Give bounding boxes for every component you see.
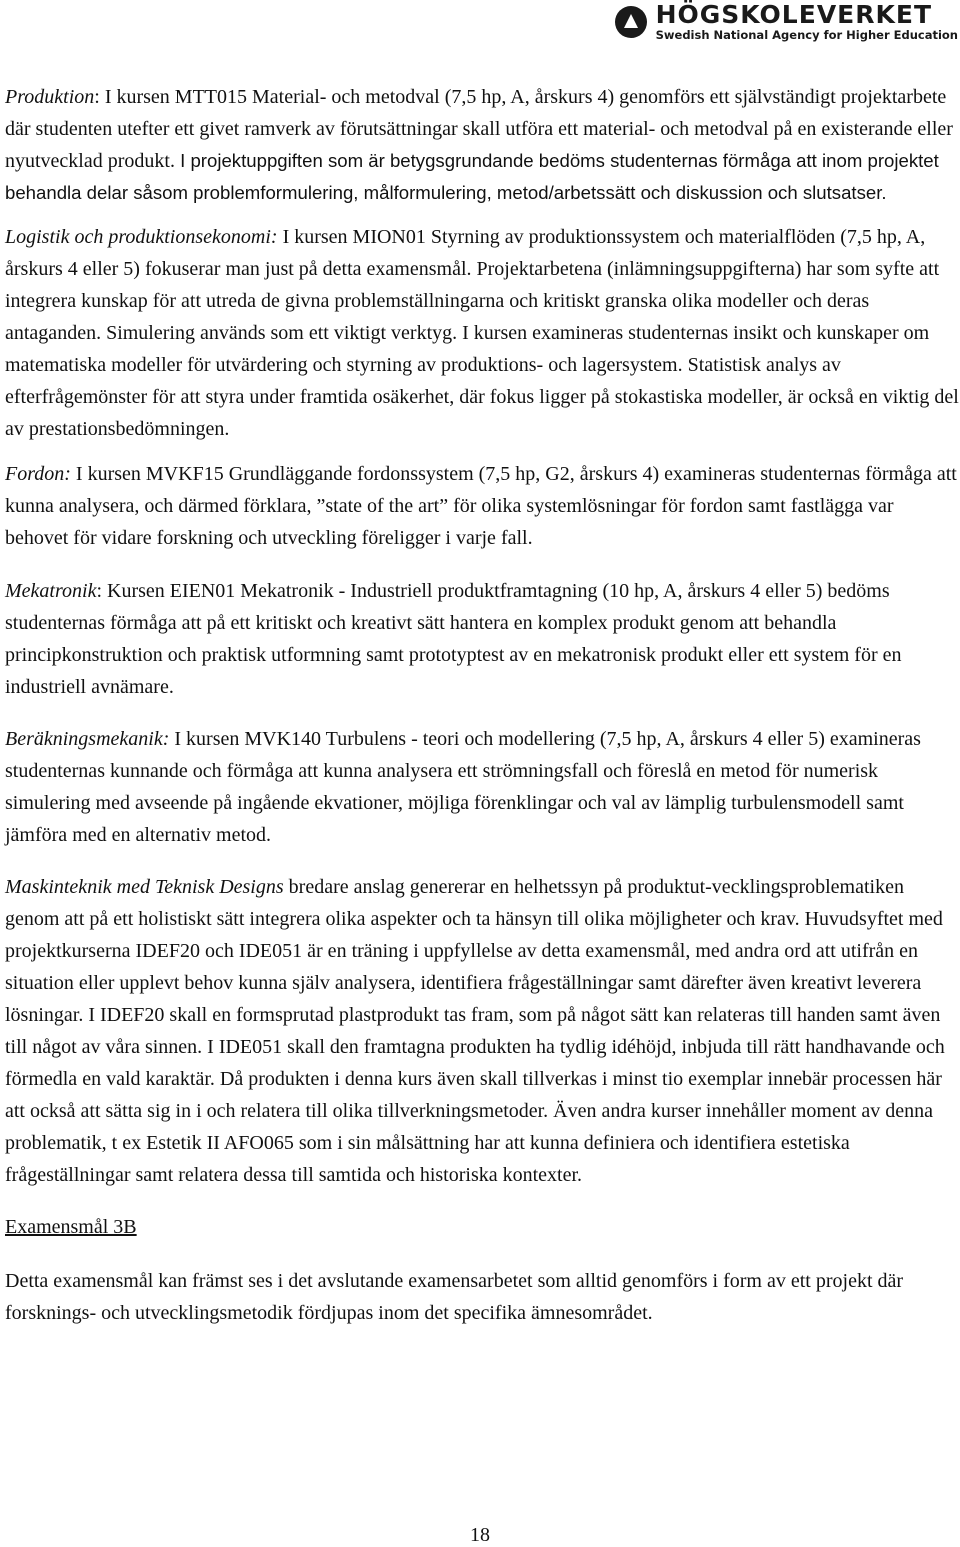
paragraph-maskinteknik bbox=[5, 871, 960, 1191]
label-logistik: Logistik och produktionsekonomi: bbox=[5, 226, 278, 248]
page-number: 18 bbox=[470, 1524, 490, 1546]
text-produktion: I kursen MTT015 Material- och metodval (7,5 hp, A, årskurs 4) genomförs ett självständigt projektarbete där studenten utefter ett givet ramverk av förutsättningar skall utföra ett material- och metodval på en existerande eller nyutvecklad produkt. bbox=[5, 86, 953, 172]
paragraph-berakningsmekanik bbox=[5, 723, 960, 851]
text-fordon: I kursen MVKF15 Grundläggande fordonssystem (7,5 hp, G2, årskurs 4) examineras studenternas förmåga att kunna analysera, och därmed förklara, ”state of the art” för olika systemlösningar för fordon samt fastlägga var behovet för vidare forskning och utveckling föreligger i varje fall. bbox=[5, 463, 957, 549]
logo-name: HÖGSKOLEVERKET bbox=[655, 0, 932, 29]
paragraph-logistik bbox=[5, 221, 960, 445]
paragraph-fordon bbox=[5, 458, 960, 554]
paragraph-produktion bbox=[5, 81, 960, 209]
colon: : bbox=[94, 86, 105, 108]
text-berakningsmekanik: I kursen MVK140 Turbulens - teori och modellering (7,5 hp, A, årskurs 4 eller 5) examineras studenternas kunnande och förmåga att kunna analysera ett strömningsfall och föreslå en metod för numerisk simulering med avseende på ingående ekvationer, möjliga förenklingar och val av lämplig turbulensmodell samt jämföra med en alternativ metod. bbox=[5, 728, 921, 846]
closing-paragraph: Detta examensmål kan främst ses i det avslutande examensarbetet som alltid genomförs i form av ett projekt där forsknings- och utvecklingsmetodik fördjupas inom det specifika ämnesområdet. bbox=[5, 1270, 904, 1324]
text-produktion-sans: I projektuppgiften som är betygsgrundande bedöms studenternas förmåga att inom projektet behandla delar såsom problemformulering, målformulering, metod/arbetssätt och diskussion och slutsatser. bbox=[5, 150, 939, 203]
label-mekatronik: Mekatronik bbox=[5, 580, 97, 602]
logo-text bbox=[656, 2, 958, 42]
text-mekatronik: : Kursen EIEN01 Mekatronik - Industriell produktframtagning (10 hp, A, årskurs 4 eller 5) bedöms studenternas förmåga att på ett kritiskt och kreativt sätt hantera en komplex produkt genom att behandla principkonstruktion och praktisk utformning samt prototyptest av en mekatronisk produkt eller ett system för en industriell avnämare. bbox=[5, 580, 902, 698]
agency-emblem-icon bbox=[614, 5, 648, 39]
document-body bbox=[5, 81, 960, 1329]
logo-subtitle: Swedish National Agency for Higher Education bbox=[655, 28, 958, 42]
text-maskinteknik: bredare anslag genererar en helhetssyn på produktut-vecklingsproblematiken genom att på ett holistiskt sätt integrera olika aspekter och ta hänsyn till olika möjligheter och krav. Huvudsyftet med projektkurserna IDEF20 och IDE051 är en träning i uppfyllelse av detta examensmål, med andra ord att utifrån en situation eller upplevt behov kunna själv analysera, identifiera frågeställningar samt därefter även kreativt leverera lösningar. I IDEF20 skall en formsprutad plastprodukt tas fram, som på något sätt kan relateras till handen samt även till något av våra sinnen. I IDE051 skall den framtagna produkten ha tydlig idéhöjd, inbjuda till rätt handhavande och förmedla en vald karaktär. Då produkten i denna kurs även skall tillverkas i minst tio exemplar innebär processen här att också att sätta sig in i och relatera till olika tillverkningsmetoder. Även andra kurser innehåller moment av denna problematik, t ex Estetik II AFO065 som i sin målsättning har att kunna definiera och identifiera estetiska frågeställningar samt relatera dessa till samtida och historiska kontexter. bbox=[5, 876, 945, 1186]
header-logo bbox=[614, 2, 958, 42]
paragraph-mekatronik bbox=[5, 575, 960, 703]
section-heading: Examensmål 3B bbox=[5, 1216, 137, 1238]
label-berakningsmekanik: Beräkningsmekanik: bbox=[5, 728, 170, 750]
text-logistik: I kursen MION01 Styrning av produktionssystem och materialflöden (7,5 hp, A, årskurs 4 eller 5) fokuserar man just på detta examensmål. Projektarbetena (inlämningsuppgifterna) har som syfte att integrera kunskap för att utreda de givna problemställningarna och kritiskt granska olika modeller och deras antaganden. Simulering används som ett viktigt verktyg. I kursen examineras studenternas insikt och kunskaper om matematiska modeller för utvärdering och styrning av produktions- och lagersystem. Statistisk analys av efterfrågemönster för att styra under framtida osäkerhet, där fokus ligger på stokastiska modeller, är också en viktig del av prestationsbedömningen. bbox=[5, 226, 959, 440]
label-produktion: Produktion bbox=[5, 86, 95, 108]
label-fordon: Fordon: bbox=[5, 463, 71, 485]
label-maskinteknik: Maskinteknik med Teknisk Designs bbox=[5, 876, 284, 898]
